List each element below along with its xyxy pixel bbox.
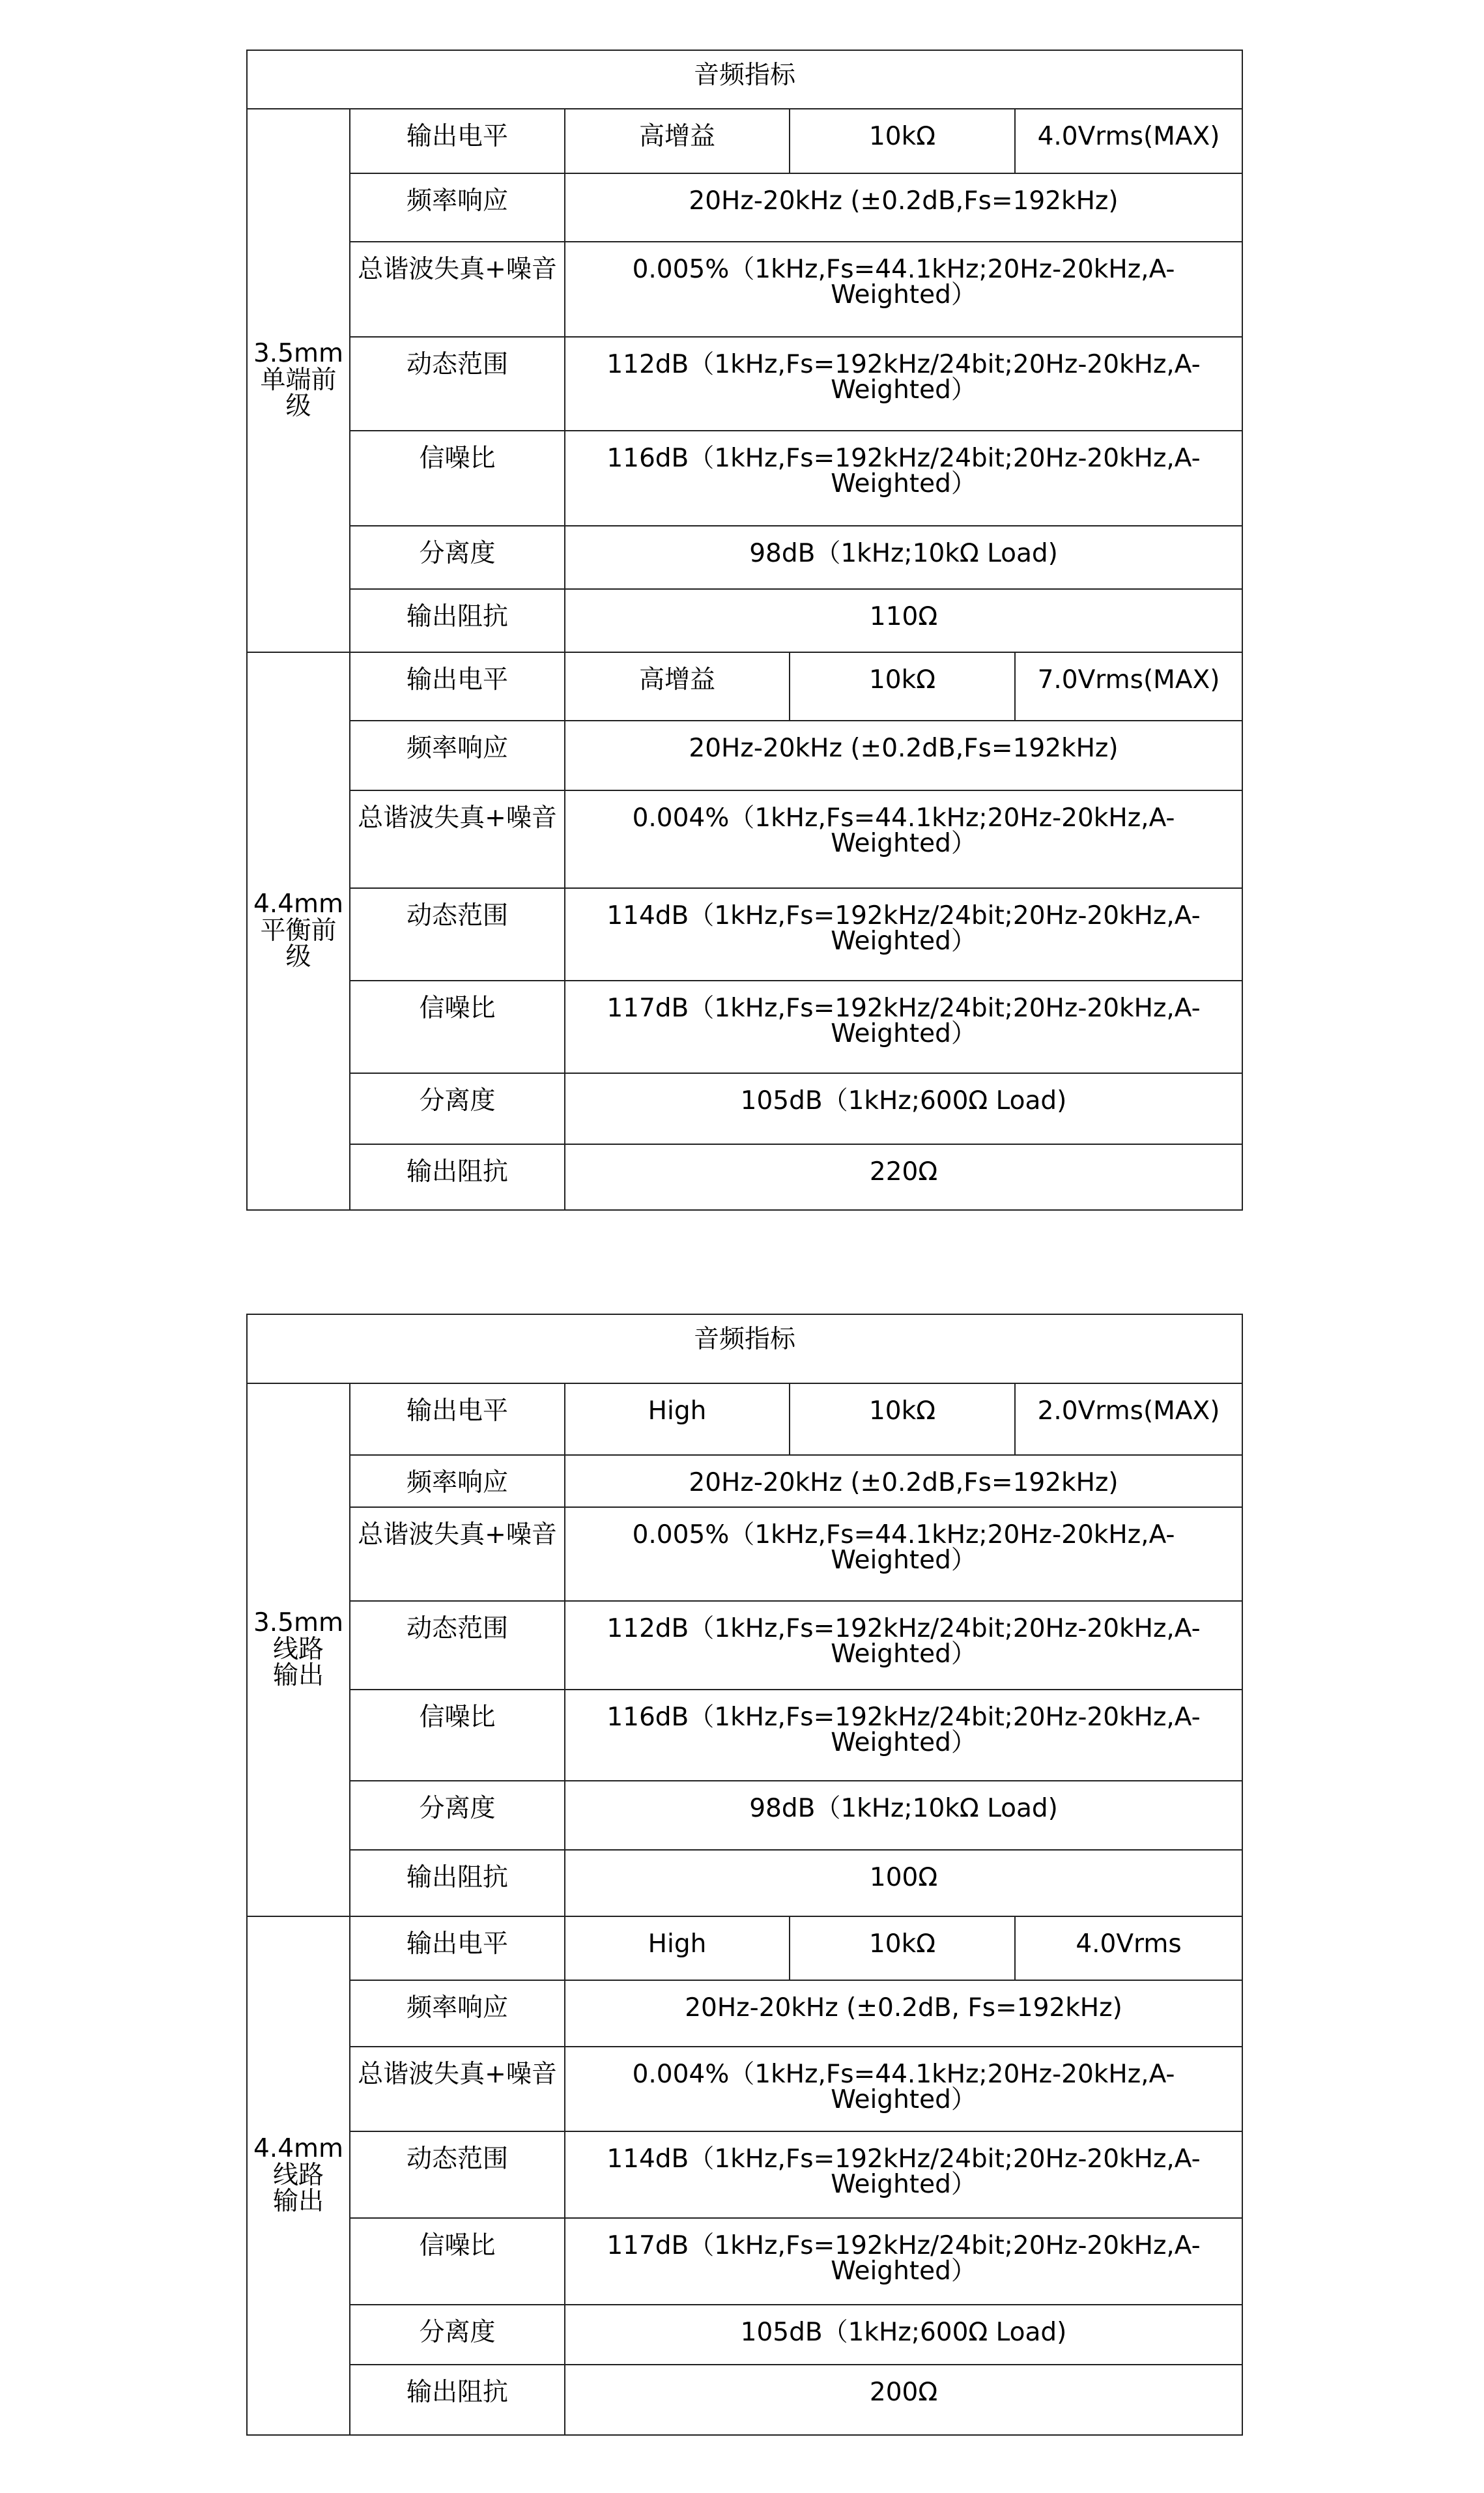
table-row [247, 589, 1242, 652]
table-row [247, 1781, 1242, 1850]
value-thd-n: 0.004%（1kHz,Fs=44.1kHz;20Hz-20kHz,A-Weighted） [565, 790, 1242, 888]
output-voltage-cell: 4.0Vrms [1015, 1916, 1242, 1980]
group-label-line: 单端前 [260, 365, 337, 395]
table-row [247, 173, 1242, 242]
row-label-separation: 分离度 [350, 1073, 565, 1144]
row-label-frequency-response: 频率响应 [350, 721, 565, 790]
table-row [247, 1455, 1242, 1507]
table-row [247, 2047, 1242, 2131]
table-row [247, 888, 1242, 981]
row-label-dynamic-range: 动态范围 [350, 2131, 565, 2218]
table-row [247, 790, 1242, 888]
audio-spec-table-line-out [246, 1314, 1243, 2436]
table-row [247, 652, 1242, 721]
value-snr: 117dB（1kHz,Fs=192kHz/24bit;20Hz-20kHz,A-Weighted） [565, 981, 1242, 1073]
value-frequency-response: 20Hz-20kHz (±0.2dB,Fs=192kHz) [565, 1455, 1242, 1507]
row-label-separation: 分离度 [350, 2305, 565, 2365]
group-label-line: 3.5mm [253, 1607, 343, 1637]
table-header-row [247, 50, 1242, 109]
value-frequency-response: 20Hz-20kHz (±0.2dB,Fs=192kHz) [565, 173, 1242, 242]
value-separation: 105dB（1kHz;600Ω Load) [565, 2305, 1242, 2365]
row-label-output-impedance: 输出阻抗 [350, 589, 565, 652]
value-separation: 105dB（1kHz;600Ω Load) [565, 1073, 1242, 1144]
row-label-separation: 分离度 [350, 526, 565, 589]
table-row [247, 1690, 1242, 1781]
value-output-impedance: 220Ω [565, 1144, 1242, 1210]
table-title: 音频指标 [247, 1314, 1242, 1383]
table-row [247, 431, 1242, 526]
table-row [247, 2365, 1242, 2435]
value-thd-n: 0.005%（1kHz,Fs=44.1kHz;20Hz-20kHz,A-Weighted） [565, 1507, 1242, 1601]
gain-mode-cell: High [565, 1383, 790, 1455]
group-label-line: 级 [285, 942, 311, 972]
value-snr: 116dB（1kHz,Fs=192kHz/24bit;20Hz-20kHz,A-Weighted） [565, 1690, 1242, 1781]
group-label-line: 线路 [272, 2160, 324, 2190]
table-row [247, 721, 1242, 790]
table-row [247, 2305, 1242, 2365]
table-row [247, 1601, 1242, 1690]
output-voltage-cell: 4.0Vrms(MAX) [1015, 109, 1242, 173]
row-label-thd-n: 总谐波失真+噪音 [350, 242, 565, 337]
table-row [247, 1073, 1242, 1144]
table-header-row [247, 1314, 1242, 1383]
value-dynamic-range: 112dB（1kHz,Fs=192kHz/24bit;20Hz-20kHz,A-Weighted） [565, 337, 1242, 431]
output-voltage-cell: 7.0Vrms(MAX) [1015, 652, 1242, 721]
value-output-impedance: 100Ω [565, 1850, 1242, 1916]
row-label-dynamic-range: 动态范围 [350, 337, 565, 431]
gain-mode-cell: 高增益 [565, 652, 790, 721]
group-label-line: 输出 [272, 1661, 324, 1691]
row-label-thd-n: 总谐波失真+噪音 [350, 2047, 565, 2131]
table-row [247, 1507, 1242, 1601]
group-label-line: 平衡前 [260, 915, 337, 945]
group-label-line: 级 [285, 392, 311, 422]
row-label-dynamic-range: 动态范围 [350, 1601, 565, 1690]
table-row [247, 2218, 1242, 2305]
table-row [247, 242, 1242, 337]
row-label-thd-n: 总谐波失真+噪音 [350, 790, 565, 888]
row-label-snr: 信噪比 [350, 2218, 565, 2305]
group-label-4.4mm-line-out [247, 1916, 350, 2435]
group-label-line: 输出 [272, 2187, 324, 2217]
gain-mode-cell: High [565, 1916, 790, 1980]
row-label-frequency-response: 频率响应 [350, 1980, 565, 2047]
value-dynamic-range: 114dB（1kHz,Fs=192kHz/24bit;20Hz-20kHz,A-Weighted） [565, 2131, 1242, 2218]
value-dynamic-range: 114dB（1kHz,Fs=192kHz/24bit;20Hz-20kHz,A-Weighted） [565, 888, 1242, 981]
row-label-snr: 信噪比 [350, 431, 565, 526]
table-row [247, 2131, 1242, 2218]
group-label-3.5mm-line-out [247, 1383, 350, 1916]
row-label-snr: 信噪比 [350, 981, 565, 1073]
value-output-impedance: 200Ω [565, 2365, 1242, 2435]
row-label-output-impedance: 输出阻抗 [350, 2365, 565, 2435]
audio-spec-table-preamp [246, 50, 1243, 1211]
table-row [247, 1916, 1242, 1980]
value-output-impedance: 110Ω [565, 589, 1242, 652]
table-row [247, 1850, 1242, 1916]
load-impedance-cell: 10kΩ [790, 109, 1015, 173]
value-separation: 98dB（1kHz;10kΩ Load) [565, 526, 1242, 589]
row-label-output-impedance: 输出阻抗 [350, 1850, 565, 1916]
table-row [247, 1383, 1242, 1455]
load-impedance-cell: 10kΩ [790, 652, 1015, 721]
table-row [247, 1144, 1242, 1210]
value-dynamic-range: 112dB（1kHz,Fs=192kHz/24bit;20Hz-20kHz,A-Weighted） [565, 1601, 1242, 1690]
group-label-line: 线路 [272, 1634, 324, 1664]
row-label-frequency-response: 频率响应 [350, 173, 565, 242]
row-label-separation: 分离度 [350, 1781, 565, 1850]
table-row [247, 526, 1242, 589]
table-row [247, 337, 1242, 431]
group-label-line: 4.4mm [253, 889, 343, 919]
value-thd-n: 0.004%（1kHz,Fs=44.1kHz;20Hz-20kHz,A-Weighted） [565, 2047, 1242, 2131]
value-frequency-response: 20Hz-20kHz (±0.2dB,Fs=192kHz) [565, 721, 1242, 790]
group-label-3.5mm-preamp [247, 109, 350, 652]
table-row [247, 1980, 1242, 2047]
row-label-output-level: 输出电平 [350, 652, 565, 721]
row-label-frequency-response: 频率响应 [350, 1455, 565, 1507]
load-impedance-cell: 10kΩ [790, 1916, 1015, 1980]
table-row [247, 109, 1242, 173]
row-label-output-level: 输出电平 [350, 1383, 565, 1455]
value-frequency-response: 20Hz-20kHz (±0.2dB, Fs=192kHz) [565, 1980, 1242, 2047]
value-snr: 116dB（1kHz,Fs=192kHz/24bit;20Hz-20kHz,A-Weighted） [565, 431, 1242, 526]
table-row [247, 981, 1242, 1073]
row-label-dynamic-range: 动态范围 [350, 888, 565, 981]
row-label-output-level: 输出电平 [350, 1916, 565, 1980]
row-label-snr: 信噪比 [350, 1690, 565, 1781]
row-label-thd-n: 总谐波失真+噪音 [350, 1507, 565, 1601]
gain-mode-cell: 高增益 [565, 109, 790, 173]
output-voltage-cell: 2.0Vrms(MAX) [1015, 1383, 1242, 1455]
value-separation: 98dB（1kHz;10kΩ Load) [565, 1781, 1242, 1850]
group-label-line: 3.5mm [253, 338, 343, 368]
row-label-output-impedance: 输出阻抗 [350, 1144, 565, 1210]
value-snr: 117dB（1kHz,Fs=192kHz/24bit;20Hz-20kHz,A-Weighted） [565, 2218, 1242, 2305]
table-title: 音频指标 [247, 50, 1242, 109]
value-thd-n: 0.005%（1kHz,Fs=44.1kHz;20Hz-20kHz,A-Weighted） [565, 242, 1242, 337]
load-impedance-cell: 10kΩ [790, 1383, 1015, 1455]
row-label-output-level: 输出电平 [350, 109, 565, 173]
group-label-4.4mm-preamp [247, 652, 350, 1210]
group-label-line: 4.4mm [253, 2133, 343, 2163]
